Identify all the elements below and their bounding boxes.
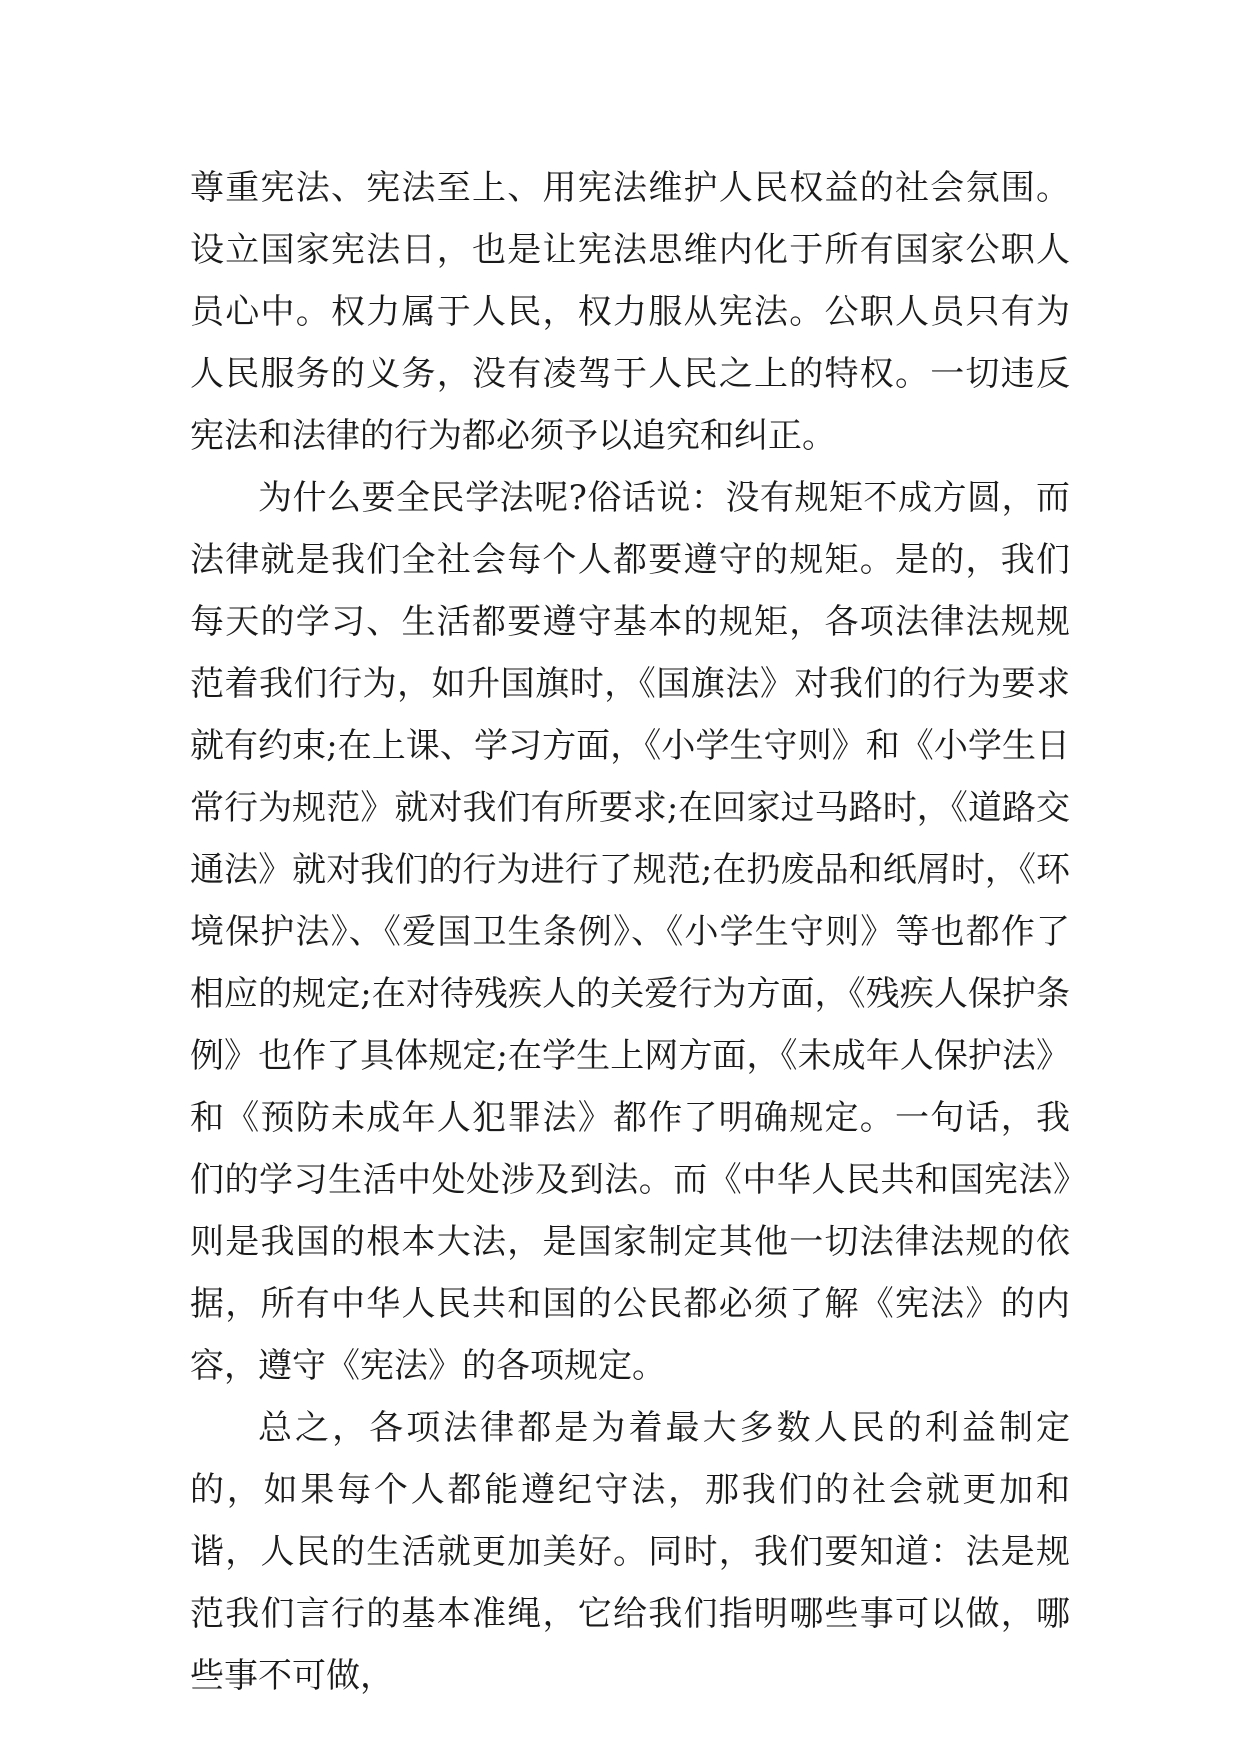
document-body (190, 157, 1070, 1707)
paragraph-conclusion: 总之，各项法律都是为着最大多数人民的利益制定的，如果每个人都能遵纪守法，那我们的社会就更加和谐，人民的生活就更加美好。同时，我们要知道：法是规范我们言行的基本准绳，它给我们指明哪些事可以做，哪些事不可做， (190, 1408, 1070, 1696)
paragraph-why-learn-law: 为什么要全民学法呢?俗话说：没有规矩不成方圆，而法律就是我们全社会每个人都要遵守的规矩。是的，我们每天的学习、生活都要遵守基本的规矩，各项法律法规规范着我们行为，如升国旗时，《国旗法》对我们的行为要求就有约束;在上课、学习方面，《小学生守则》和《小学生日常行为规范》就对我们有所要求;在回家过马路时，《道路交通法》就对我们的行为进行了规范;在扔废品和纸屑时，《环境保护法》、《爱国卫生条例》、《小学生守则》等也都作了相应的规定;在对待残疾人的关爱行为方面，《残疾人保护条例》也作了具体规定;在学生上网方面，《未成年人保护法》和《预防未成年人犯罪法》都作了明确规定。一句话，我们的学习生活中处处涉及到法。而《中华人民共和国宪法》则是我国的根本大法，是国家制定其他一切法律法规的依据，所有中华人民共和国的公民都必须了解《宪法》的内容，遵守《宪法》的各项规定。 (190, 478, 1070, 1386)
paragraph-continuation: 尊重宪法、宪法至上、用宪法维护人民权益的社会氛围。设立国家宪法日，也是让宪法思维内化于所有国家公职人员心中。权力属于人民，权力服从宪法。公职人员只有为人民服务的义务，没有凌驾于人民之上的特权。一切违反宪法和法律的行为都必须予以追究和纠正。 (190, 168, 1070, 456)
